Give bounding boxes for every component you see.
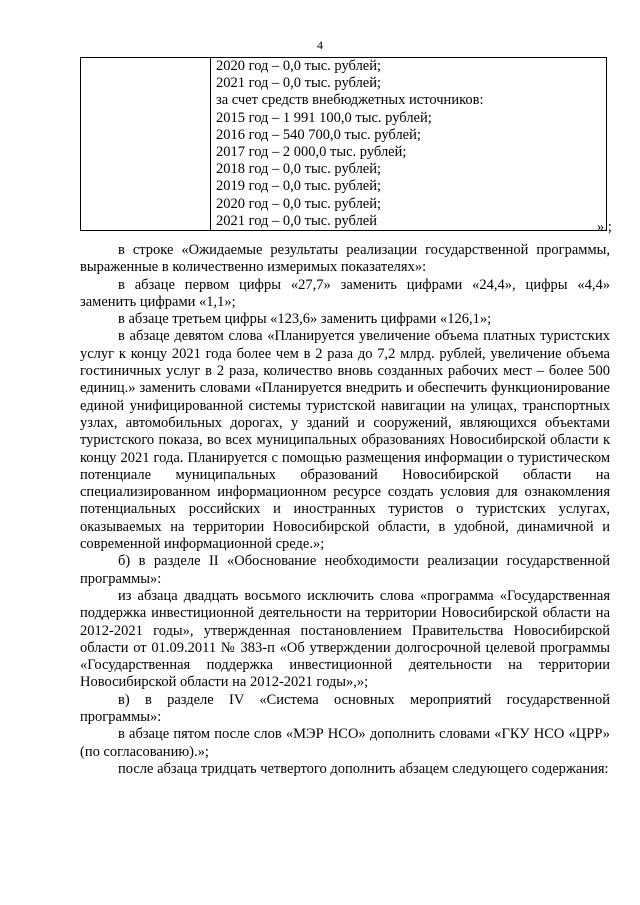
table-line: 2020 год – 0,0 тыс. рублей; <box>216 195 382 212</box>
paragraph: в абзаце пятом после слов «МЭР НСО» дополнить словами «ГКУ НСО «ЦРР» (по согласованию).»; <box>80 726 610 760</box>
paragraph: в) в разделе IV «Система основных мероприятий государственной программы»: <box>80 691 610 726</box>
page-number: 4 <box>317 38 323 52</box>
paragraph: в абзаце девятом слова «Планируется увеличение объема платных туристских услуг к концу 2021 года более чем в 2 раза до 7,2 млрд. рублей, увеличение объема гостиничных услуг в 2 раза, количество вновь созданных рабочих мест – более 500 единиц.» заменить словами «Планируется внедрить и обеспечить функционирование единой унифицированной системы туристской навигации на улицах, транспортных узлах, автомобильных дорогах, у зданий и сооружений, являющихся объектами туристского показа, во всех муниципальных образованиях Новосибирской области к концу 2021 года. Планируется с помощью размещения информации о туристическом потенциале муниципальных образований Новосибирской области на специализированном информационном ресурсе создать условия для ознакомления потенциальных российских и иностранных туристов о туристских услугах, оказываемых на территории Новосибирской области, в удобной, динамичной и современной информационной среде.»; <box>80 328 610 553</box>
table-line: 2018 год – 0,0 тыс. рублей; <box>216 161 382 178</box>
paragraph: б) в разделе II «Обоснование необходимости реализации государственной программы»: <box>80 553 610 587</box>
table-line: 2019 год – 0,0 тыс. рублей; <box>216 178 382 195</box>
table-left-cell <box>81 58 211 231</box>
table-line: 2015 год – 1 991 100,0 тыс. рублей; <box>216 109 432 126</box>
paragraph: в абзаце первом цифры «27,7» заменить цифрами «24,4», цифры «4,4» заменить цифрами «1,1»; <box>80 276 610 310</box>
paragraph: в строке «Ожидаемые результаты реализации государственной программы, выраженные в количественно измеримых показателях»: <box>80 242 610 276</box>
table-right-cell <box>211 58 607 231</box>
document-body <box>80 242 610 778</box>
funding-table <box>80 57 607 231</box>
paragraph: в абзаце третьем цифры «123,6» заменить цифрами «126,1»; <box>118 311 492 328</box>
table-line: 2017 год – 2 000,0 тыс. рублей; <box>216 144 407 161</box>
table-line: 2021 год – 0,0 тыс. рублей <box>216 212 378 229</box>
paragraph: после абзаца тридцать четвертого дополнить абзацем следующего содержания: <box>118 760 609 777</box>
paragraph: из абзаца двадцать восьмого исключить слова «программа «Государственная поддержка инвестиционной деятельности на территории Новосибирской области на 2012-2021 годы», утвержденная постановлением Правительства Новосибирской области от 01.09.2011 № 383-п «Об утверждении долгосрочной целевой программы «Государственная поддержка инвестиционной деятельности на территории Новосибирской области на 2012-2021 годы»,»; <box>80 587 610 691</box>
table-line: 2016 год – 540 700,0 тыс. рублей; <box>216 126 421 143</box>
closing-quote-mark: ».; <box>597 219 612 235</box>
table-line: за счет средств внебюджетных источников: <box>216 92 484 109</box>
table-line: 2020 год – 0,0 тыс. рублей; <box>216 58 382 74</box>
table-line: 2021 год – 0,0 тыс. рублей; <box>216 75 382 92</box>
